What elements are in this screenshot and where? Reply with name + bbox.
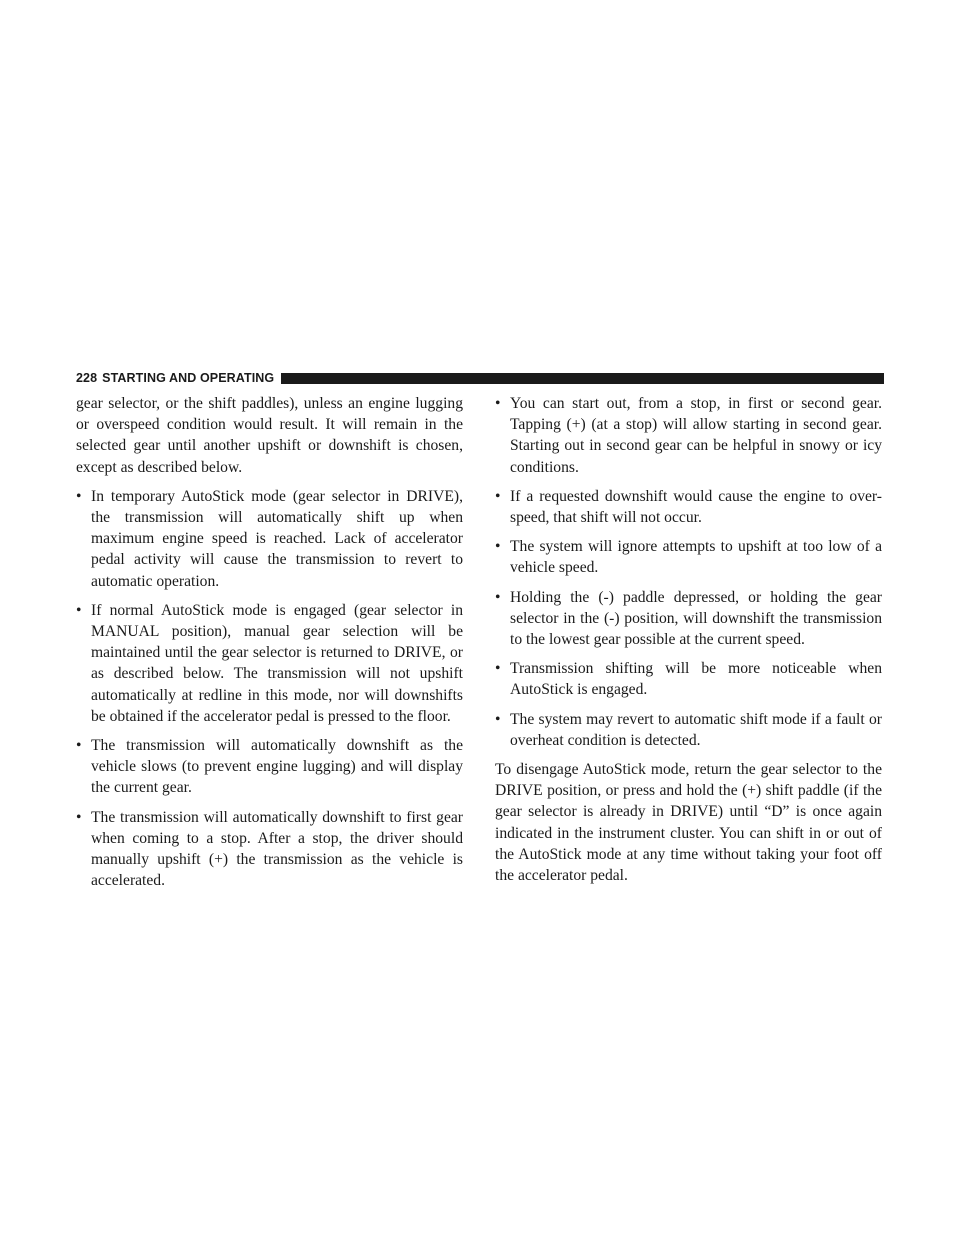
bullet-icon: •: [495, 487, 501, 505]
bullet-item: [76, 807, 463, 892]
bullet-text: The transmission will automatically downshift as the vehicle slows (to prevent engine lugging) and will display the current gear.: [91, 737, 463, 797]
bullet-text: You can start out, from a stop, in first or second gear. Tapping (+) (at a stop) will allow starting in second gear. Starting out in second gear can be helpful in snowy or icy conditions.: [510, 395, 882, 476]
bullet-icon: •: [495, 588, 501, 606]
bullet-icon: •: [495, 710, 501, 728]
section-title: STARTING AND OPERATING: [102, 371, 275, 385]
bullet-item: [495, 486, 882, 528]
bullet-icon: •: [76, 601, 82, 619]
bullet-icon: •: [495, 660, 501, 678]
page-number: 228: [76, 371, 98, 385]
bullet-icon: •: [76, 808, 82, 826]
bullet-item: [495, 393, 882, 478]
left-column: [76, 393, 463, 891]
bullet-text: Holding the (-) paddle depressed, or holding the gear selector in the (-) position, will downshift the transmission to the lowest gear possible at the current speed.: [510, 588, 882, 649]
right-column: [495, 393, 882, 886]
bullet-item: [495, 587, 882, 651]
bullet-text: Transmission shifting will be more noticeable when AutoStick is engaged.: [510, 660, 882, 699]
bullet-item: [76, 600, 463, 727]
bullet-text: The system will ignore attempts to upshift at too low of a vehicle speed.: [510, 538, 882, 577]
bullet-icon: •: [76, 487, 82, 505]
bullet-text: The system may revert to automatic shift mode if a fault or overheat condition is detected.: [510, 710, 882, 749]
page-header: [76, 370, 884, 386]
closing-paragraph: To disengage AutoStick mode, return the gear selector to the DRIVE position, or press and hold the (+) shift paddle (if the gear selector is already in DRIVE) until “D” is once again indicated in the instrument cluster. You can shift in or out of the AutoStick mode at any time without taking your foot off the accelerator pedal.: [495, 761, 882, 885]
bullet-icon: •: [76, 737, 82, 755]
bullet-text: If normal AutoStick mode is engaged (gear selector in MANUAL position), manual gear selection will be maintained until the gear selector is returned to DRIVE, or as described below. The transmission will not upshift automatically at redline in this mode, nor will downshifts be obtained if the accelerator pedal is pressed to the floor.: [91, 601, 463, 725]
bullet-text: If a requested downshift would cause the engine to over-speed, that shift will not occur.: [510, 487, 882, 527]
bullet-text: In temporary AutoStick mode (gear selector in DRIVE), the transmission will automatically shift up when maximum engine speed is reached. Lack of accelerator pedal activity will cause the transmission to revert to automatic operation.: [91, 487, 463, 590]
bullet-text: The transmission will automatically downshift to first gear when coming to a stop. After a stop, the driver should manually upshift (+) the transmission as the vehicle is accelerated.: [91, 808, 463, 890]
header-rule: [281, 373, 884, 384]
bullet-item: [495, 709, 882, 751]
bullet-item: [495, 658, 882, 700]
bullet-item: [495, 536, 882, 578]
bullet-icon: •: [495, 538, 501, 556]
intro-paragraph: gear selector, or the shift paddles), unless an engine lugging or overspeed condition would result. It will remain in the selected gear until another upshift or downshift is chosen, except as described below.: [76, 395, 463, 476]
right-bullet-list: [495, 393, 882, 751]
left-bullet-list: [76, 486, 463, 892]
bullet-icon: •: [495, 395, 501, 412]
bullet-item: [76, 486, 463, 592]
bullet-item: [76, 735, 463, 799]
